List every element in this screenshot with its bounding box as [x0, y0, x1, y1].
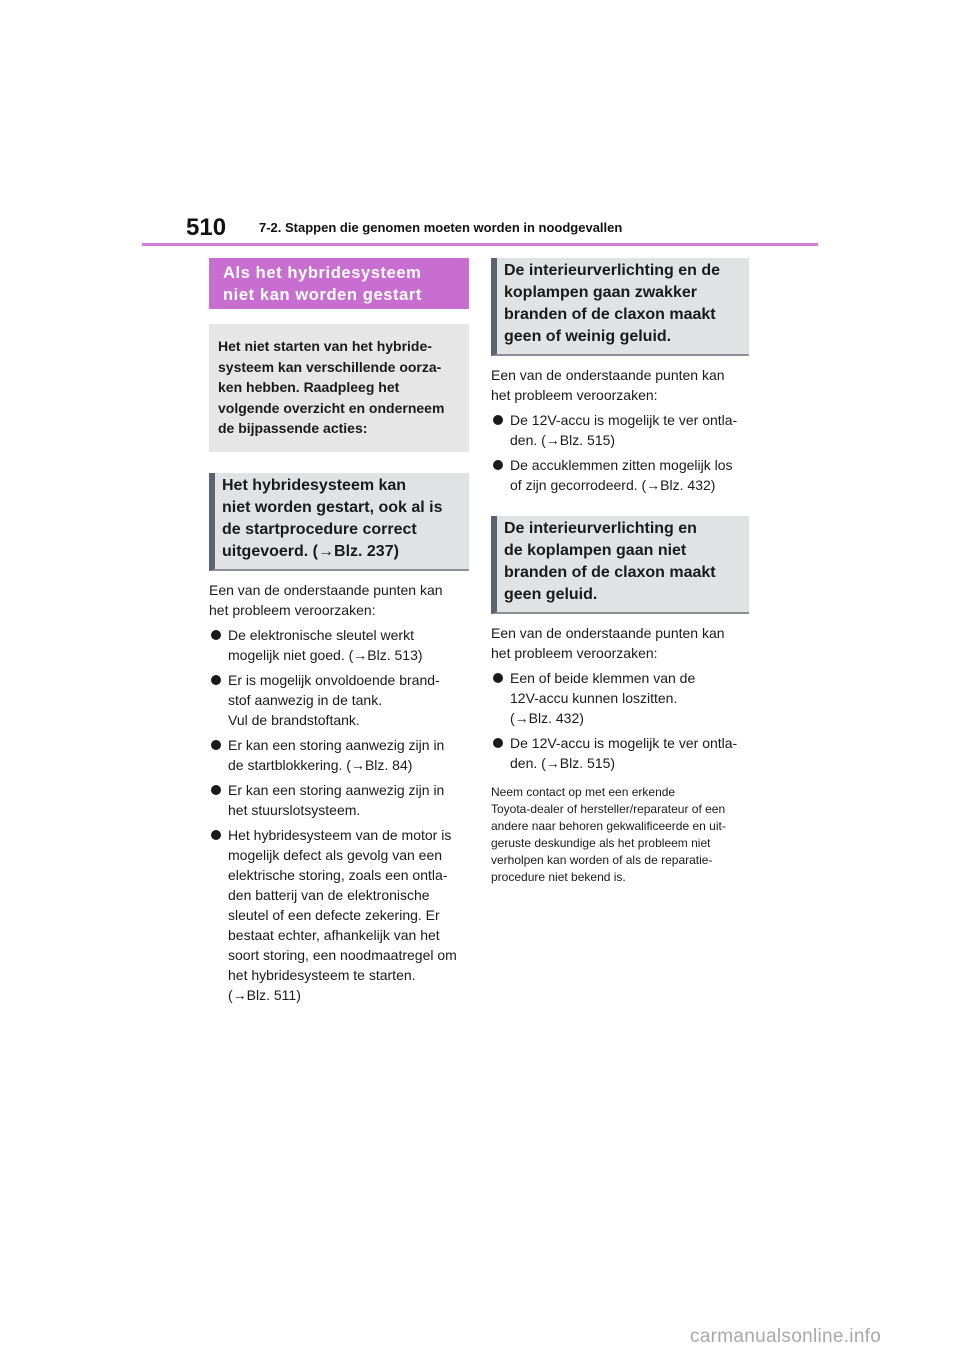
dealer-note: Neem contact op met een erkende Toyota-dealer of hersteller/reparateur of een andere naar behoren gekwalificeerde en uit- geruste deskundige als het probleem niet verholpen kan worden of als de reparatie- procedure niet bekend is.: [491, 785, 726, 884]
list-item: Het hybridesysteem van de motor is mogelijk defect als gevolg van een elektrische storing, zoals een ontla- den batterij van de elektronische sleutel of een defecte zekering. Er bestaat echter, afhankelijk van het soort storing, een noodmaatregel om het hybridesysteem te starten. (→Blz. 511): [209, 825, 469, 1005]
lead-paragraph: Een van de onderstaande punten kan het probleem veroorzaken:: [491, 625, 725, 661]
intro-box: Het niet starten van het hybride- systeem kan verschillende oorza- ken hebben. Raadpleeg het volgende overzicht en onderneem de bijpassende acties:: [209, 324, 469, 452]
lead-paragraph: Een van de onderstaande punten kan het probleem veroorzaken:: [209, 581, 443, 618]
header-divider: [142, 243, 818, 246]
right-column: [491, 258, 749, 886]
subsection-title-no-lights: De interieurverlichting en de koplampen gaan niet branden of de claxon maakt geen geluid.: [491, 516, 749, 614]
list-item: Er kan een storing aanwezig zijn in de startblokkering. (→Blz. 84): [209, 735, 469, 775]
page-number: 510: [186, 214, 227, 241]
list-item: De accuklemmen zitten mogelijk los of zijn gecorrodeerd. (→Blz. 432): [491, 455, 749, 495]
left-column: [209, 258, 469, 1005]
list-item: Een of beide klemmen van de 12V-accu kunnen loszitten. (→Blz. 432): [491, 668, 749, 728]
lead-paragraph: Een van de onderstaande punten kan het probleem veroorzaken:: [491, 367, 725, 403]
chapter-header: 7-2. Stappen die genomen moeten worden in noodgevallen: [259, 220, 623, 235]
list-item: De 12V-accu is mogelijk te ver ontla- den. (→Blz. 515): [491, 733, 749, 773]
list-item: De elektronische sleutel werkt mogelijk niet goed. (→Blz. 513): [209, 625, 469, 665]
watermark: carmanualsonline.info: [690, 1326, 882, 1347]
cause-list: [209, 625, 469, 1005]
list-item: Er kan een storing aanwezig zijn in het stuurslotsysteem.: [209, 780, 469, 820]
subsection-title-dim-lights: De interieurverlichting en de koplampen gaan zwakker branden of de claxon maakt geen of weinig geluid.: [491, 258, 749, 356]
cause-list: [491, 410, 749, 495]
section-title: Als het hybridesysteem niet kan worden gestart: [209, 258, 469, 309]
list-item: De 12V-accu is mogelijk te ver ontla- den. (→Blz. 515): [491, 410, 749, 450]
cause-list: [491, 668, 749, 773]
subsection-title-start-failure: Het hybridesysteem kan niet worden gestart, ook al is de startprocedure correct uitgevoerd. (→Blz. 237): [209, 473, 469, 571]
list-item: Er is mogelijk onvoldoende brand- stof aanwezig in de tank. Vul de brandstoftank.: [209, 670, 469, 730]
